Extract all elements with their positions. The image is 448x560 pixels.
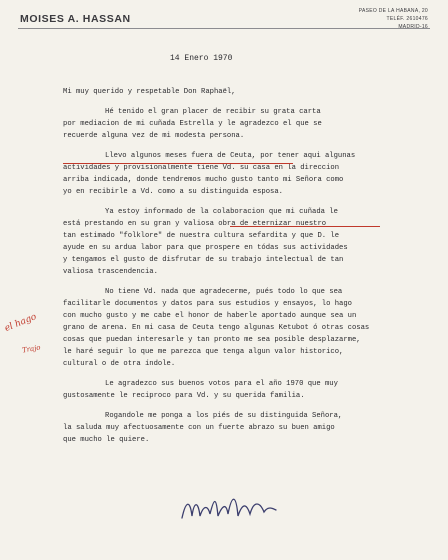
address-phone: TELÉF. 2610476 bbox=[386, 16, 428, 22]
address-street: PASEO DE LA HABANA, 20 bbox=[358, 8, 428, 14]
red-underline bbox=[230, 226, 380, 227]
text-line: con mucho gusto y me cabe el honor de haberle aportado aunque sea un bbox=[63, 312, 357, 320]
letter-body bbox=[63, 86, 443, 446]
text-line: Llevo algunos meses fuera de Ceuta, por tener aqui algunas bbox=[105, 152, 356, 160]
text-line: gustosamente le reciproco para Vd. y su querida familia. bbox=[63, 392, 305, 400]
text-line: la saluda muy afectuosamente con un fuerte abrazo su buen amigo bbox=[63, 424, 335, 432]
text-line: Ya estoy informado de la colaboracion que mi cuñada le bbox=[105, 208, 338, 216]
text-line: Hé tenido el gran placer de recibir su grata carta bbox=[105, 108, 321, 116]
text-line: Le agradezco sus buenos votos para el año 1970 que muy bbox=[105, 380, 338, 388]
text-line: grano de arena. En mi casa de Ceuta tengo algunas Ketubot ó otras cosas bbox=[63, 324, 370, 332]
text-line: que mucho le quiere. bbox=[63, 436, 150, 444]
salutation: Mi muy querido y respetable Don Raphaël, bbox=[63, 88, 236, 96]
text-line: tan estimado "folklore" de nuestra cultura sefardita y que D. le bbox=[63, 232, 340, 240]
text-line: y tengamos el gusto de disfrutar de su trabajo intelectual de tan bbox=[63, 256, 344, 264]
text-line: cultural o de otra índole. bbox=[63, 360, 176, 368]
red-underline bbox=[63, 163, 293, 164]
text-line: cosas que puedan interesarle y tan pronto me sea posible desplazarme, bbox=[63, 336, 361, 344]
paragraph-5 bbox=[63, 378, 443, 402]
margin-note: el hago bbox=[3, 312, 39, 334]
text-line: ayude en su ardua labor para que prospere en tódas sus actividades bbox=[63, 244, 348, 252]
paragraph-2 bbox=[63, 150, 443, 198]
paragraph-1 bbox=[63, 106, 443, 142]
letter-date: 14 Enero 1970 bbox=[170, 54, 233, 63]
text-line: por mediacion de mi cuñada Estrella y le agradezco el que se bbox=[63, 120, 322, 128]
text-line: No tiene Vd. nada que agradecerme, pués todo lo que sea bbox=[105, 288, 343, 296]
margin-note: Trajo bbox=[21, 343, 42, 355]
paragraph-4 bbox=[63, 286, 443, 370]
text-line: Rogandole me ponga a los piés de su distinguida Señora, bbox=[105, 412, 343, 420]
letterhead-address bbox=[288, 7, 428, 31]
paragraph-3 bbox=[63, 206, 443, 278]
text-line: valiosa trascendencia. bbox=[63, 268, 158, 276]
text-line: recuerde alguna vez de mi modesta persona. bbox=[63, 132, 245, 140]
sender-name: MOISES A. HASSAN bbox=[20, 13, 131, 25]
address-city: MADRID-16 bbox=[398, 24, 428, 30]
text-line: actividades y provisionalmente tiene Vd. su casa en la direccion bbox=[63, 164, 340, 172]
text-line: está prestando en su gran y valiosa obra de eternizar nuestro bbox=[63, 220, 327, 228]
text-line: facilitarle documentos y datos para sus estudios y ensayos, lo hago bbox=[63, 300, 352, 308]
paragraph-6 bbox=[63, 410, 443, 446]
signature-icon bbox=[180, 488, 280, 528]
text-line: yo en recibirle a Vd. como a su distinguida esposa. bbox=[63, 188, 283, 196]
text-line: arriba indicada, donde tendremos mucho gusto tanto mi Señora como bbox=[63, 176, 344, 184]
text-line: le haré seguir lo que me parezca que tenga algun valor historico, bbox=[63, 348, 344, 356]
